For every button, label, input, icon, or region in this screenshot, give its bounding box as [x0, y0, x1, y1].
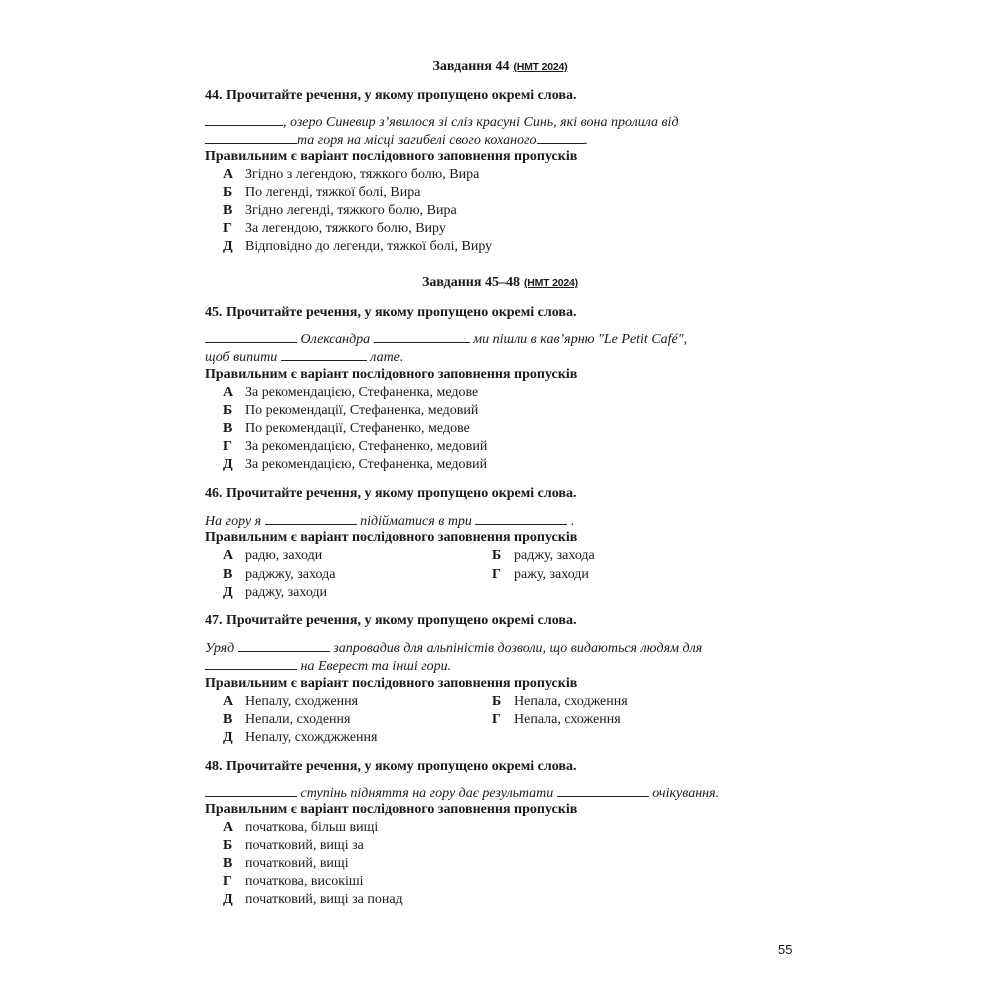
answer-prompt: Правильним є варіант послідовного заповнення пропусків: [205, 149, 578, 164]
option-letter: Г: [223, 874, 232, 889]
option-text: раджжу, захода: [245, 567, 336, 582]
option-letter: Г: [492, 567, 501, 582]
section-title-45-48: [0, 274, 1000, 292]
option-text: Непала, схоження: [514, 712, 621, 727]
answer-blank: [374, 329, 470, 343]
section-title-text: Завдання 45–48: [422, 275, 520, 290]
question-heading-44: 44. Прочитайте речення, у якому пропущено окремі слова.: [205, 88, 577, 103]
option-text: Непали, сходення: [245, 712, 351, 727]
section-tag: (НМТ 2024): [523, 277, 578, 289]
answer-blank: [265, 511, 357, 525]
option-letter: Д: [223, 892, 233, 907]
sentence-text: .: [584, 133, 589, 148]
option-text: початковий, вищі за: [245, 838, 364, 853]
sentence-text: ми пішли в кав’ярню "Le Petit Café",: [473, 332, 688, 347]
sentence-text: очікування.: [652, 786, 720, 801]
section-title-text: Завдання 44: [432, 59, 510, 74]
option-text: ражу, заходи: [514, 567, 589, 582]
answer-option[interactable]: [223, 456, 487, 474]
option-letter: Б: [492, 548, 502, 563]
option-letter: В: [223, 856, 233, 871]
option-letter: А: [223, 820, 234, 835]
answer-blank: [205, 783, 297, 797]
answer-option[interactable]: [223, 547, 322, 565]
option-text: Непалу, схожджження: [245, 730, 378, 745]
option-letter: А: [223, 694, 234, 709]
option-text: початковий, вищі: [245, 856, 349, 871]
answer-option[interactable]: [223, 202, 457, 220]
option-letter: А: [223, 167, 234, 182]
option-letter: Б: [223, 185, 233, 200]
option-text: По рекомендації, Стефаненко, медове: [245, 421, 470, 436]
option-text: По легенді, тяжкої болі, Вира: [245, 185, 421, 200]
sentence-text: Уряд: [205, 641, 235, 656]
sentence-text: та горя на місці загибелі свого коханого: [297, 133, 537, 148]
option-text: Згідно з легендою, тяжкого болю, Вира: [245, 167, 480, 182]
question-sentence-line: [205, 112, 679, 132]
answer-option[interactable]: [223, 184, 420, 202]
answer-option[interactable]: [223, 837, 364, 855]
option-letter: Б: [223, 838, 233, 853]
answer-option[interactable]: [223, 166, 479, 184]
answer-blank: [537, 130, 585, 144]
question-sentence-line: [205, 638, 702, 658]
sentence-text: ступінь підняття на гору дає результати: [300, 786, 554, 801]
option-text: За рекомендацією, Стефаненка, медове: [245, 385, 479, 400]
answer-option[interactable]: [223, 220, 446, 238]
option-text: Згідно легенді, тяжкого болю, Вира: [245, 203, 457, 218]
question-sentence-line: [205, 130, 588, 150]
answer-prompt: Правильним є варіант послідовного заповнення пропусків: [205, 802, 578, 817]
answer-option[interactable]: [223, 402, 478, 420]
option-letter: Д: [223, 585, 233, 600]
option-text: раджу, заходи: [245, 585, 328, 600]
answer-option[interactable]: [223, 873, 364, 891]
option-letter: А: [223, 548, 234, 563]
question-heading-46: 46. Прочитайте речення, у якому пропущено окремі слова.: [205, 486, 577, 501]
answer-blank: [281, 347, 367, 361]
answer-option[interactable]: [223, 420, 470, 438]
option-letter: Г: [223, 439, 232, 454]
answer-prompt: Правильним є варіант послідовного заповнення пропусків: [205, 367, 578, 382]
sentence-text: запровадив для альпіністів дозволи, що видаються людям для: [333, 641, 703, 656]
answer-prompt: Правильним є варіант послідовного заповнення пропусків: [205, 530, 578, 545]
option-text: початкова, більш вищі: [245, 820, 379, 835]
section-title-44: [0, 58, 1000, 76]
option-text: початкова, високіші: [245, 874, 364, 889]
question-heading-47: 47. Прочитайте речення, у якому пропущено окремі слова.: [205, 613, 577, 628]
sentence-text: Олександра: [300, 332, 371, 347]
option-letter: Д: [223, 730, 233, 745]
option-letter: Г: [223, 221, 232, 236]
question-heading-48: 48. Прочитайте речення, у якому пропущено окремі слова.: [205, 759, 577, 774]
answer-blank: [475, 511, 567, 525]
answer-option[interactable]: [223, 693, 358, 711]
sentence-text: , озеро Синевир з’явилося зі сліз красуні Синь, які вона пролила від: [283, 115, 679, 130]
option-letter: Б: [223, 403, 233, 418]
answer-blank: [205, 656, 297, 670]
option-text: Непалу, сходження: [245, 694, 359, 709]
question-sentence-line: [205, 511, 574, 531]
option-text: початковий, вищі за понад: [245, 892, 403, 907]
answer-option[interactable]: [223, 711, 351, 729]
answer-option[interactable]: [223, 438, 487, 456]
option-text: раджу, захода: [514, 548, 595, 563]
answer-option[interactable]: [223, 566, 335, 584]
option-letter: А: [223, 385, 234, 400]
answer-option[interactable]: [223, 238, 492, 256]
question-sentence-line: [205, 347, 403, 367]
option-text: За легендою, тяжкого болю, Виру: [245, 221, 446, 236]
answer-blank: [205, 130, 297, 144]
answer-option[interactable]: [492, 693, 628, 711]
answer-option[interactable]: [223, 584, 327, 602]
option-letter: Д: [223, 239, 233, 254]
option-letter: В: [223, 567, 233, 582]
option-text: По рекомендації, Стефаненка, медовий: [245, 403, 479, 418]
answer-option[interactable]: [492, 566, 589, 584]
sentence-text: лате.: [370, 350, 404, 365]
option-text: Непала, сходження: [514, 694, 628, 709]
question-sentence-line: [205, 783, 719, 803]
answer-blank: [205, 329, 297, 343]
option-letter: В: [223, 203, 233, 218]
answer-option[interactable]: [223, 819, 378, 837]
answer-option[interactable]: [223, 384, 478, 402]
option-letter: В: [223, 421, 233, 436]
answer-option[interactable]: [223, 855, 349, 873]
question-sentence-line: [205, 656, 451, 676]
page-number: 55: [778, 942, 793, 957]
question-sentence-line: [205, 329, 687, 349]
section-tag: (НМТ 2024): [513, 61, 568, 73]
option-letter: Б: [492, 694, 502, 709]
option-text: За рекомендацією, Стефаненко, медовий: [245, 439, 488, 454]
answer-blank: [205, 112, 283, 126]
sentence-text: на Еверест та інші гори.: [300, 659, 452, 674]
sentence-text: На гору я: [205, 514, 262, 529]
answer-prompt: Правильним є варіант послідовного заповнення пропусків: [205, 676, 578, 691]
sentence-text: підійматися в три: [360, 514, 472, 529]
question-heading-45: 45. Прочитайте речення, у якому пропущено окремі слова.: [205, 305, 577, 320]
option-text: радю, заходи: [245, 548, 323, 563]
option-letter: Г: [492, 712, 501, 727]
answer-blank: [238, 638, 330, 652]
option-text: Відповідно до легенди, тяжкої болі, Виру: [245, 239, 493, 254]
answer-option[interactable]: [492, 547, 595, 565]
option-letter: Д: [223, 457, 233, 472]
answer-option[interactable]: [492, 711, 621, 729]
option-text: За рекомендацією, Стефаненка, медовий: [245, 457, 488, 472]
sentence-text: .: [570, 514, 575, 529]
answer-blank: [557, 783, 649, 797]
answer-option[interactable]: [223, 891, 403, 909]
answer-option[interactable]: [223, 729, 377, 747]
option-letter: В: [223, 712, 233, 727]
sentence-text: щоб випити: [205, 350, 278, 365]
